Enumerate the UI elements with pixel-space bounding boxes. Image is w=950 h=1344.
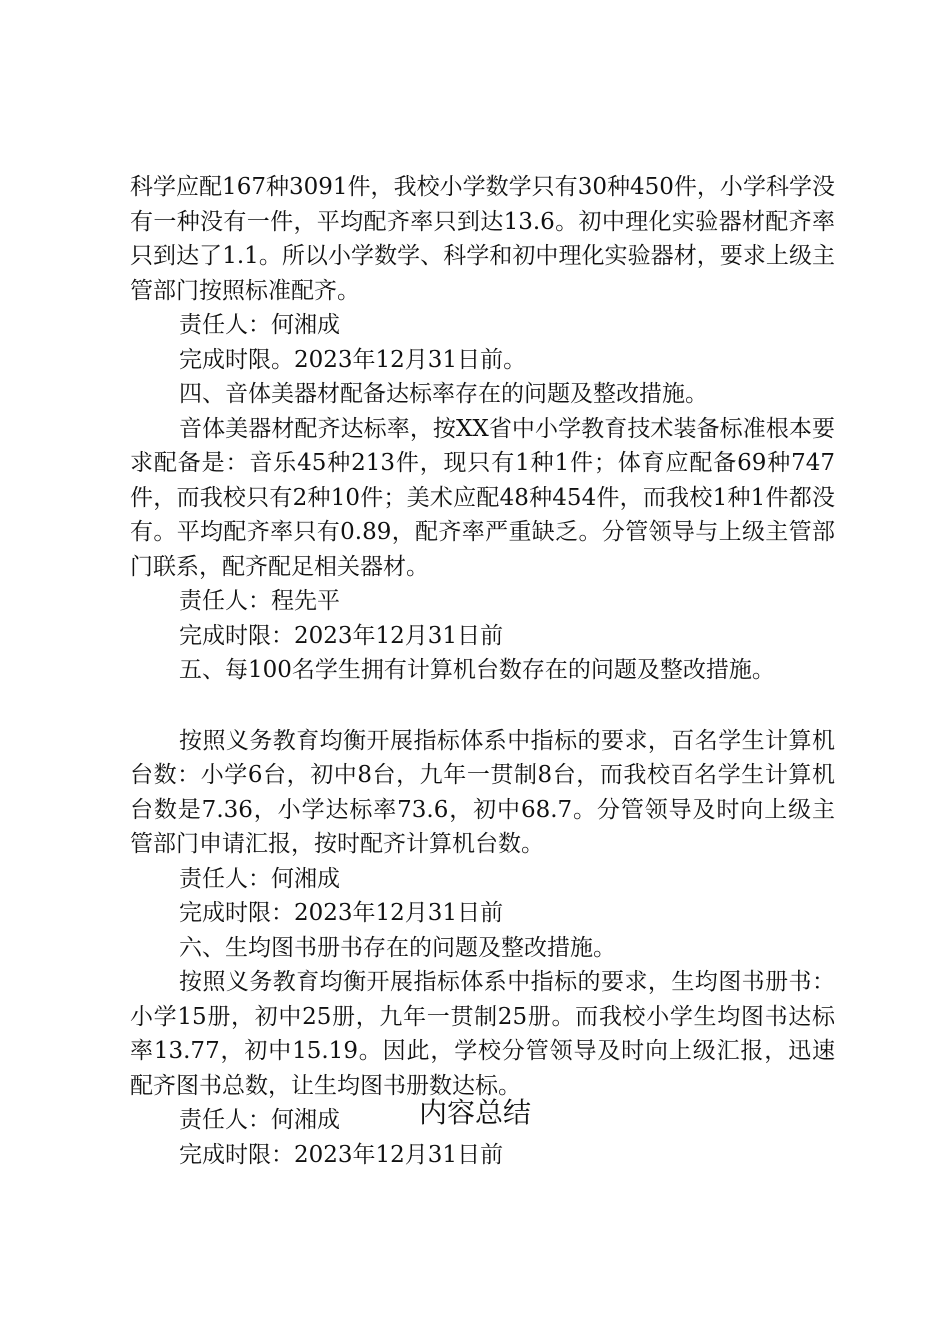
paragraph-science-equipment: 科学应配167种3091件，我校小学数学只有30种450件，小学科学没有一种没有一件，平均配齐率只到达13.6。初中理化实验器材配齐率只到达了1.1。所以小学数学、科学和初中理化实验器材，要求上级主管部门按照标准配齐。 <box>130 174 835 304</box>
responsible-person-line: 责任人：程先平 <box>179 588 340 614</box>
paragraph-computers: 按照义务教育均衡开展指标体系中指标的要求，百名学生计算机台数：小学6台，初中8台，九年一贯制8台，而我校百名学生计算机台数是7.36，小学达标率73.6，初中68.7。分管领导及时向上级主管部门申请汇报，按时配齐计算机台数。 <box>130 727 835 857</box>
responsible-person-line: 责任人：何湘成 <box>179 865 340 892</box>
deadline-line: 完成时限。2023年12月31日前。 <box>179 346 527 373</box>
blank-line <box>130 688 835 724</box>
responsible-person-line: 责任人：何湘成 <box>179 312 340 338</box>
deadline-line: 完成时限：2023年12月31日前 <box>179 900 504 926</box>
deadline-line: 完成时限：2023年12月31日前 <box>179 622 504 649</box>
section-heading-four: 四、音体美器材配备达标率存在的问题及整改措施。 <box>179 381 708 407</box>
summary-heading: 内容总结 <box>418 1096 531 1129</box>
section-heading-five: 五、每100名学生拥有计算机台数存在的问题及整改措施。 <box>179 657 775 683</box>
responsible-person-line: 责任人：何湘成 <box>179 1107 340 1133</box>
paragraph-library-books: 按照义务教育均衡开展指标体系中指标的要求，生均图书册书：小学15册，初中25册，九年一贯制25册。而我校小学生均图书达标率13.77，初中15.19。因此，学校分管领导及时向上级汇报，迅速配齐图书总数，让生均图书册数达标。 <box>130 969 835 1099</box>
deadline-line: 完成时限：2023年12月31日前 <box>179 1141 504 1168</box>
paragraph-arts-equipment: 音体美器材配齐达标率，按XX省中小学教育技术装备标准根本要求配备是：音乐45种213件，现只有1种1件；体育应配备69种747件，而我校只有2种10件；美术应配48种454件，而我校1种1件都没有。平均配齐率只有0.89，配齐率严重缺乏。分管领导与上级主管部门联系，配齐配足相关器材。 <box>130 415 835 580</box>
section-heading-six: 六、生均图书册书存在的问题及整改措施。 <box>179 934 616 961</box>
document-body <box>130 170 835 1172</box>
